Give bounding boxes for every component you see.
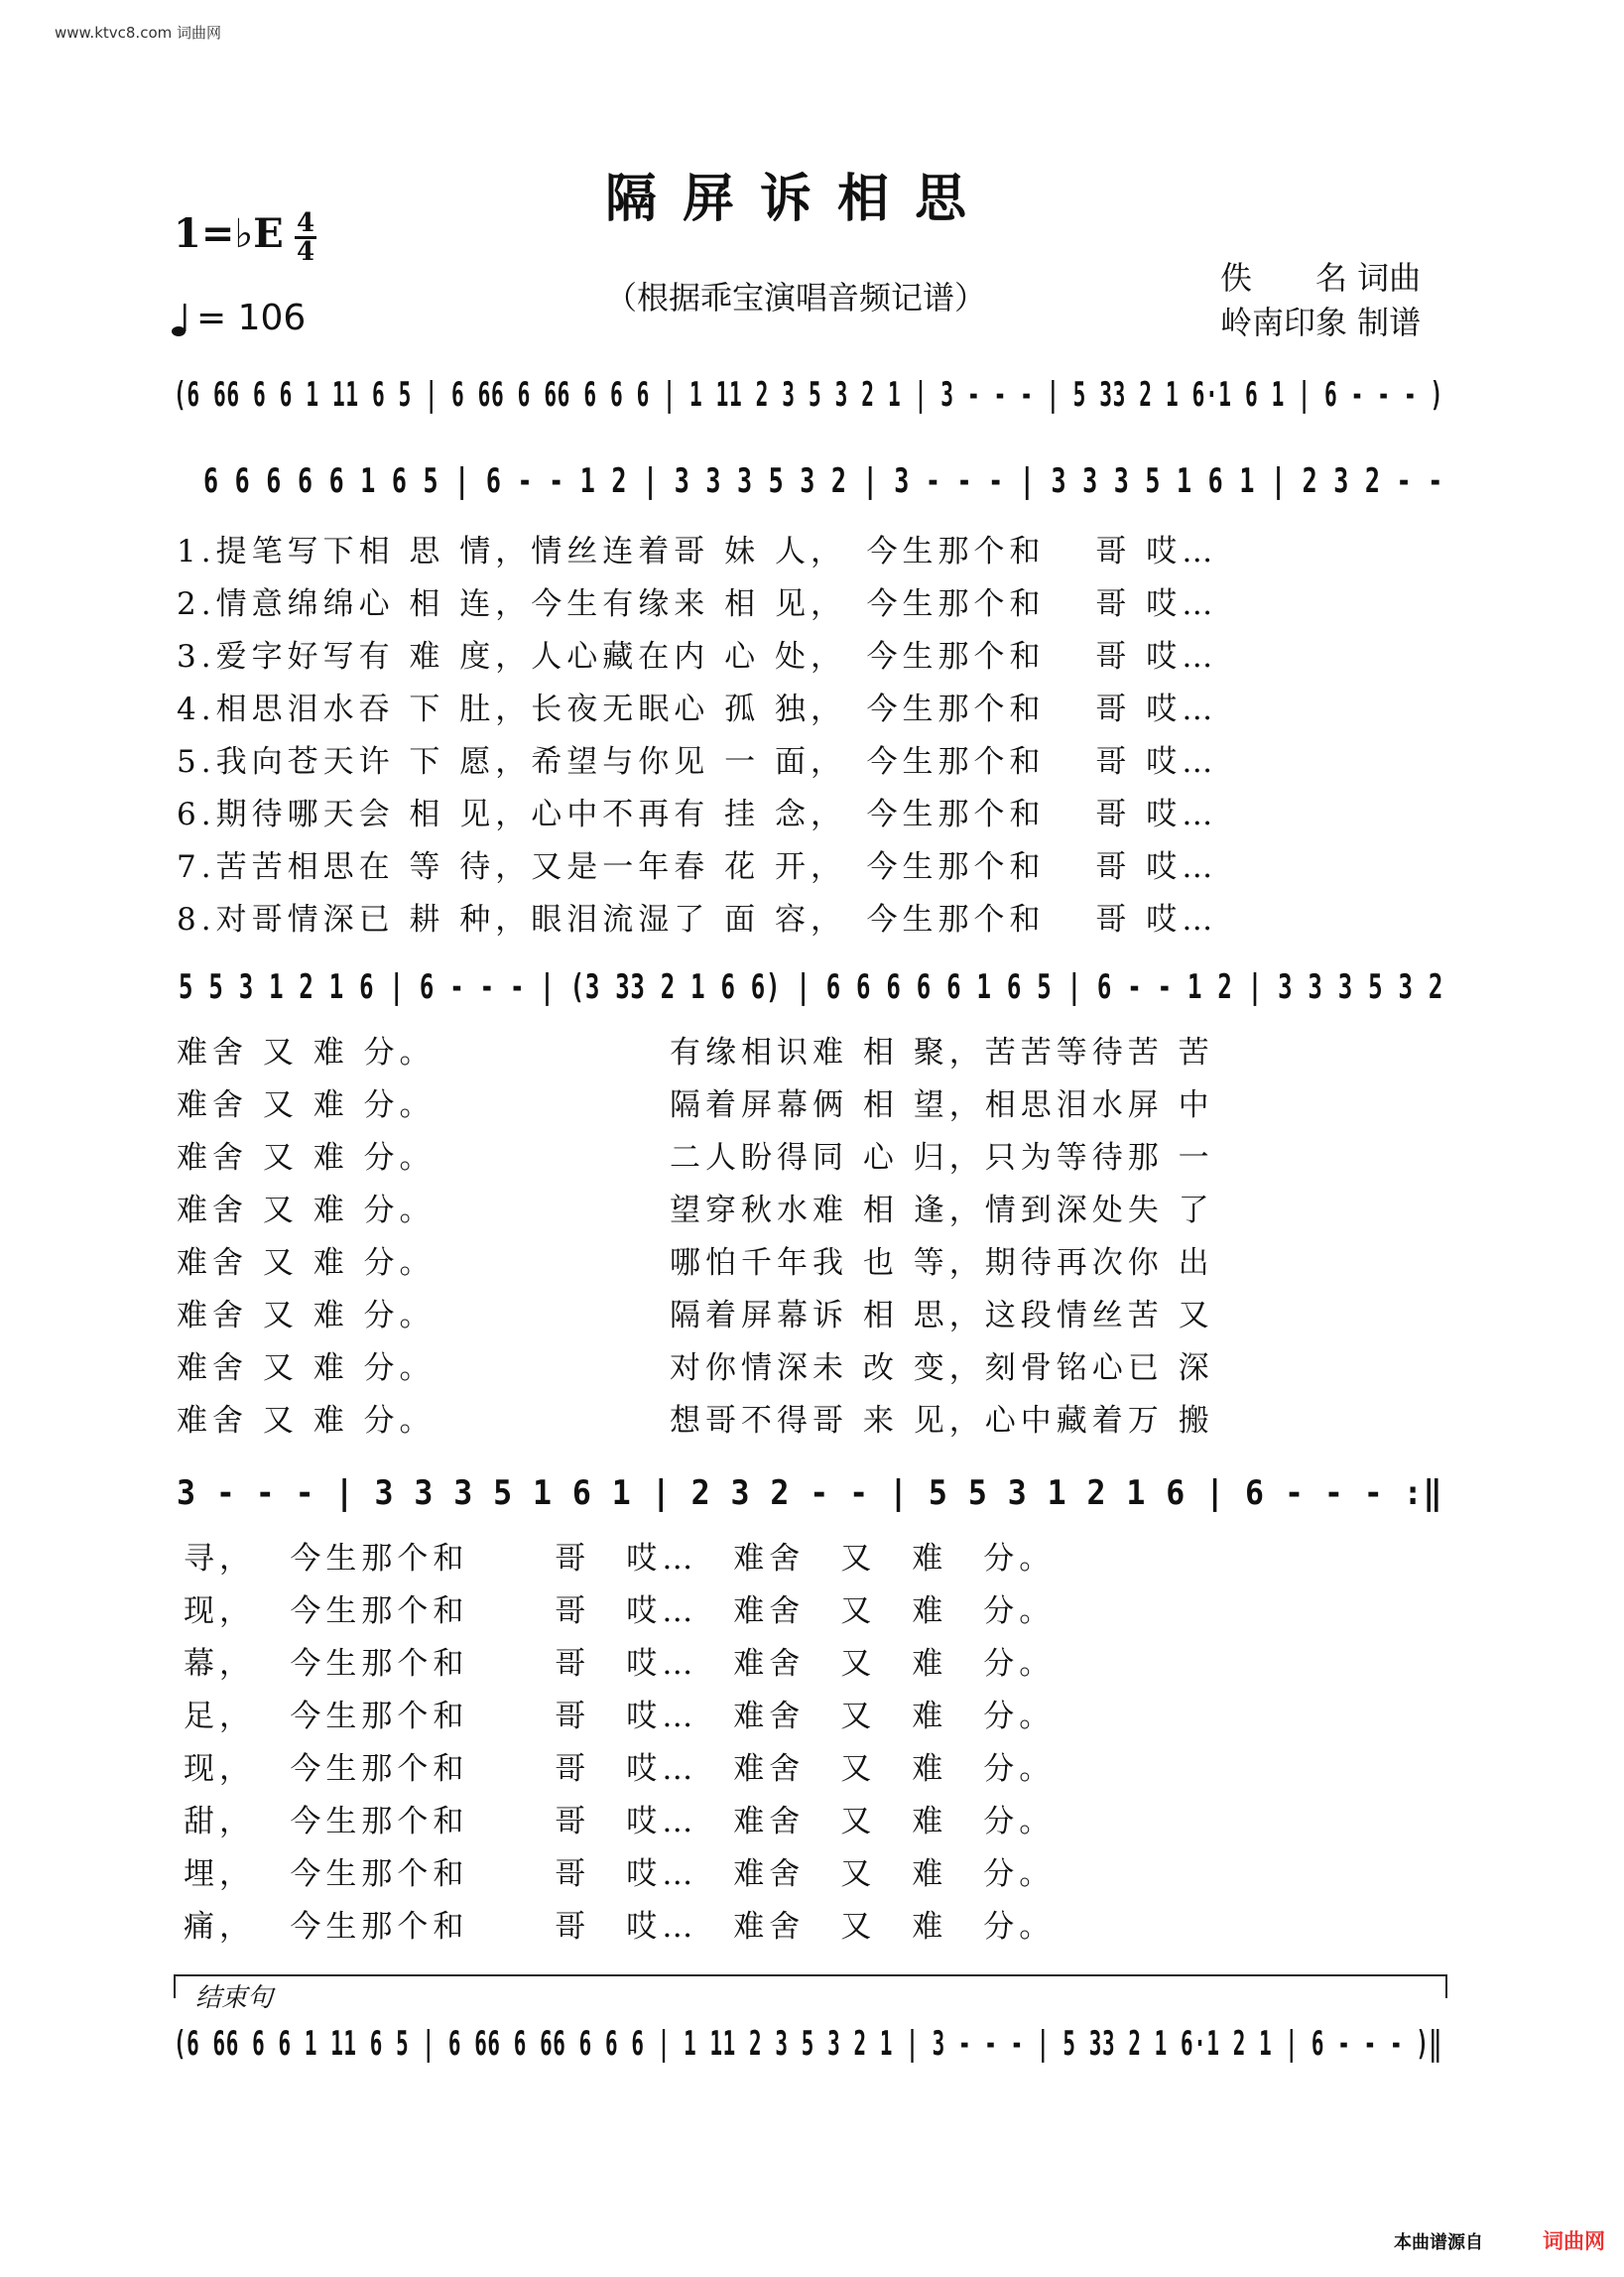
side-watermark-right	[1607, 0, 1621, 2277]
subtitle: （根据乖宝演唱音频记谱）	[605, 279, 987, 316]
lyric-line: 5.我向苍天许 下 愿，希望与你见 一 面， 今生那个和 哥 哎…	[177, 744, 1218, 780]
lyric-line: 足， 今生那个和 哥 哎… 难舍 又 难 分。	[184, 1699, 1056, 1734]
lyric-line: 8.对哥情深已 耕 种，眼泪流湿了 面 容， 今生那个和 哥 哎…	[177, 902, 1218, 938]
lyric-line: 2.情意绵绵心 相 连，今生有缘来 相 见， 今生那个和 哥 哎…	[177, 586, 1218, 622]
lyric-line: 7.苦苦相思在 等 待，又是一年春 花 开， 今生那个和 哥 哎…	[177, 849, 1218, 885]
site-url: www.ktvc8.com 词曲网	[55, 24, 222, 42]
lyric-line: 埋， 今生那个和 哥 哎… 难舍 又 难 分。	[184, 1856, 1056, 1892]
lyric-line: 寻， 今生那个和 哥 哎… 难舍 又 难 分。	[184, 1541, 1056, 1577]
coda-notation: (6 66 6 6 1 11 6 5 | 6 66 6 66 6 6 6 | 1 11 2 3 5 3 2 1 | 3 - - - | 5 33 2 1 6·1 2 1 | 6 - - - )‖	[174, 2024, 1442, 2064]
notation-line-1: 6 6 6 6 6 1 6 5 | 6 - - 1 2 | 3 3 3 5 3 2 | 3 - - - | 3 3 3 5 1 6 1 | 2 3 2 - -	[203, 461, 1444, 501]
lyric-line: 难舍 又 难 分。 二人盼得同 心 归，只为等待那 一	[177, 1140, 1214, 1176]
verses-block-3	[184, 1533, 1055, 1954]
quarter-note-icon	[171, 302, 190, 337]
lyric-line: 1.提笔写下相 思 情，情丝连着哥 妹 人， 今生那个和 哥 哎…	[177, 534, 1218, 569]
lyric-line: 难舍 又 难 分。 哪怕千年我 也 等，期待再次你 出	[177, 1245, 1214, 1281]
side-watermark-left	[2, 0, 16, 2277]
lyric-line: 难舍 又 难 分。 有缘相识难 相 聚，苦苦等待苦 苦	[177, 1035, 1214, 1071]
lyric-line: 痛， 今生那个和 哥 哎… 难舍 又 难 分。	[184, 1909, 1056, 1945]
time-signature	[295, 210, 316, 265]
coda-bracket	[174, 1974, 1447, 1998]
coda-label: 结束句	[195, 1983, 274, 2013]
notation-line-3: 3 - - - | 3 3 3 5 1 6 1 | 2 3 2 - - | 5 5 3 1 2 1 6 | 6 - - - :‖	[177, 1473, 1443, 1513]
lyric-line: 难舍 又 难 分。 隔着屏幕俩 相 望，相思泪水屏 中	[177, 1087, 1214, 1123]
tempo-marking	[171, 298, 306, 338]
lyric-line: 6.期待哪天会 相 见，心中不再有 挂 念， 今生那个和 哥 哎…	[177, 797, 1218, 832]
tempo-value: = 106	[196, 298, 307, 338]
source-text: 本曲谱源自	[1394, 2232, 1483, 2253]
lyric-line: 难舍 又 难 分。 望穿秋水难 相 逢，情到深处失 了	[177, 1193, 1214, 1228]
verses-block-1	[177, 526, 1217, 947]
lyric-line: 3.爱字好写有 难 度，人心藏在内 心 处， 今生那个和 哥 哎…	[177, 639, 1218, 675]
lyric-line: 幕， 今生那个和 哥 哎… 难舍 又 难 分。	[184, 1646, 1056, 1682]
key-signature: 1=♭E	[174, 210, 284, 257]
verses-block-2	[177, 1027, 1214, 1448]
notation-line-2: 5 5 3 1 2 1 6 | 6 - - - | (3 33 2 1 6 6) | 6 6 6 6 6 1 6 5 | 6 - - 1 2 | 3 3 3 5 3 2	[179, 967, 1444, 1007]
intro-notation: (6 66 6 6 1 11 6 5 | 6 66 6 66 6 6 6 | 1 11 2 3 5 3 2 1 | 3 - - - | 5 33 2 1 6·1 6 1 | 6 - - - )	[174, 375, 1443, 415]
lyric-line: 甜， 今生那个和 哥 哎… 难舍 又 难 分。	[184, 1804, 1056, 1839]
time-top: 4	[296, 208, 315, 238]
song-title: 隔屏诉相思	[605, 169, 993, 229]
time-bottom: 4	[296, 237, 315, 267]
credit-notation: 岭南印象 制谱	[1220, 304, 1422, 341]
lyric-line: 现， 今生那个和 哥 哎… 难舍 又 难 分。	[184, 1751, 1056, 1787]
source-logo[interactable]: 词曲网	[1543, 2229, 1605, 2253]
lyric-line: 4.相思泪水吞 下 肚，长夜无眠心 孤 独， 今生那个和 哥 哎…	[177, 692, 1218, 727]
credit-lyricist: 佚 名 词曲	[1220, 259, 1422, 297]
lyric-line: 难舍 又 难 分。 对你情深未 改 变，刻骨铭心已 深	[177, 1350, 1214, 1386]
lyric-line: 难舍 又 难 分。 想哥不得哥 来 见，心中藏着万 搬	[177, 1403, 1214, 1439]
lyric-line: 现， 今生那个和 哥 哎… 难舍 又 难 分。	[184, 1593, 1056, 1629]
lyric-line: 难舍 又 难 分。 隔着屏幕诉 相 思，这段情丝苦 又	[177, 1298, 1214, 1333]
